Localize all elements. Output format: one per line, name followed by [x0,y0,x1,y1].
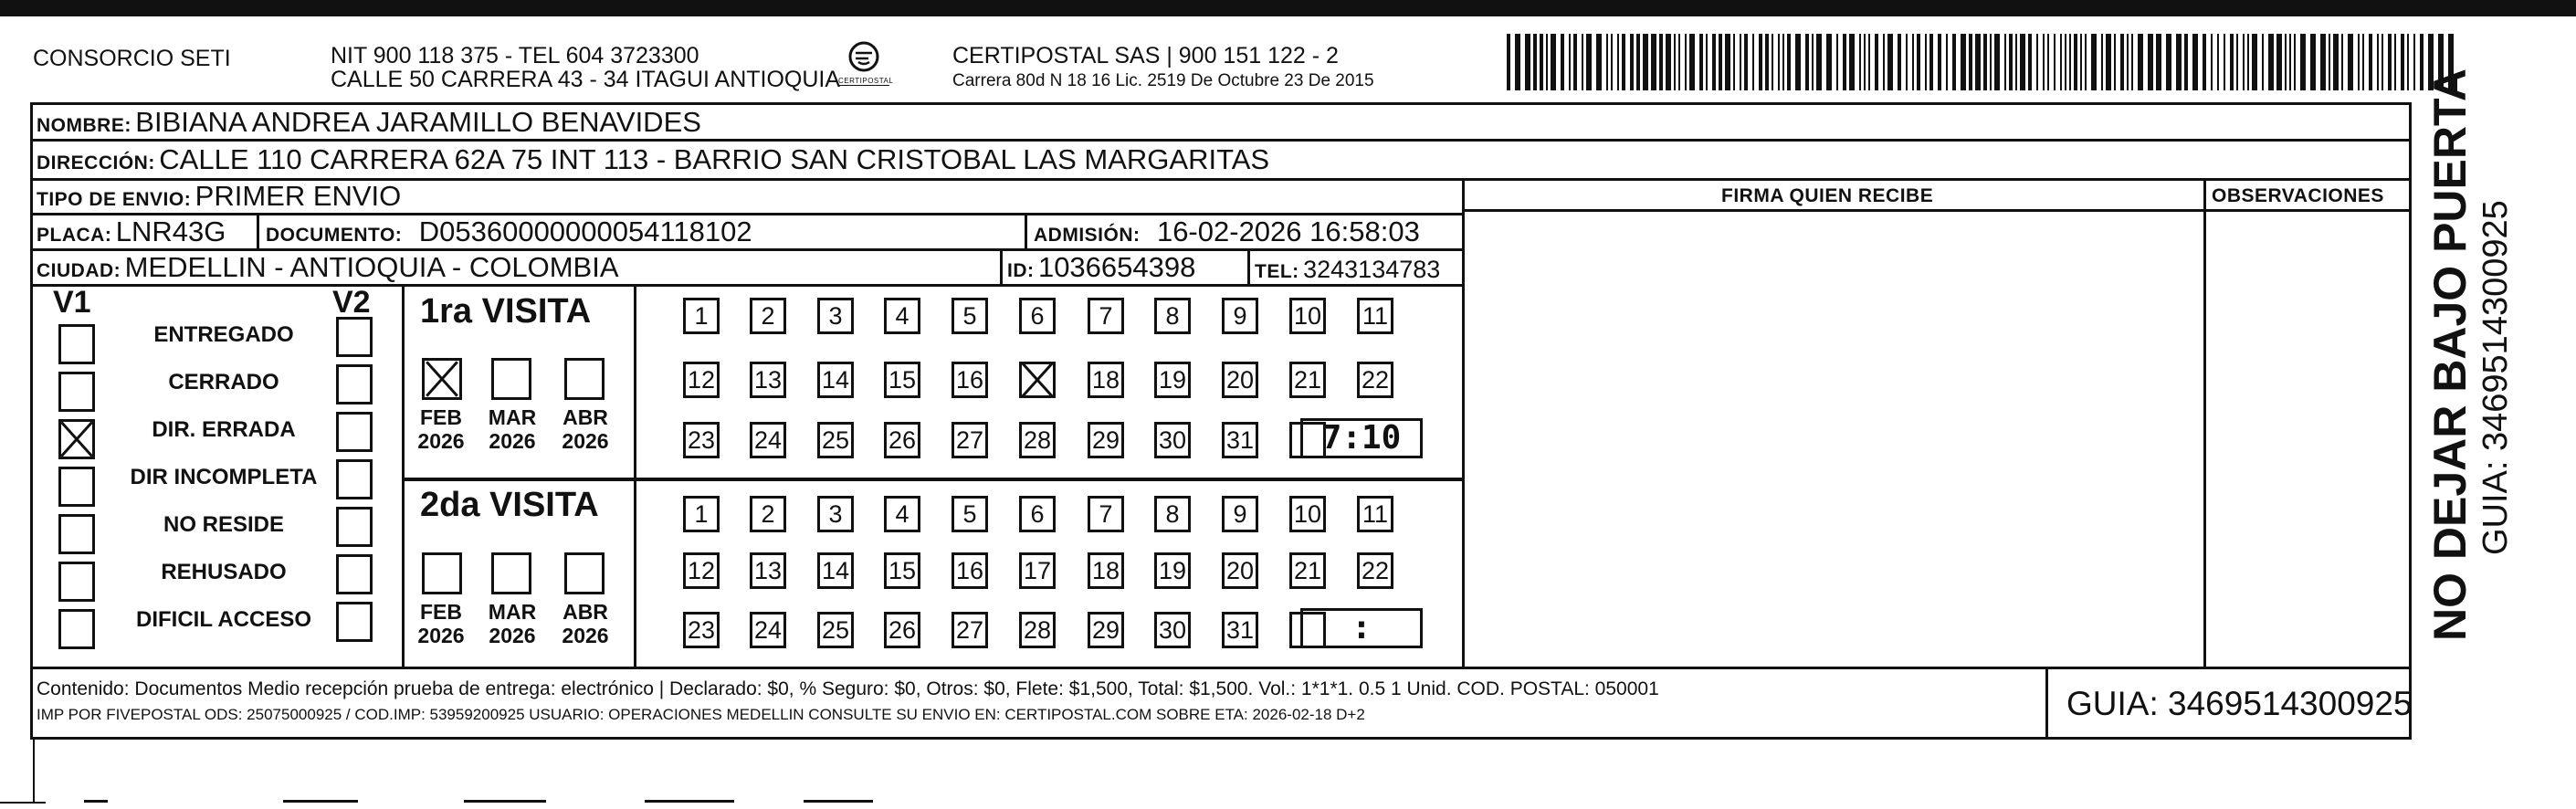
visit2-day[interactable]: 5 [952,496,988,532]
barcode-bar [1864,34,1866,90]
barcode-bar [1659,34,1663,90]
visit2-day[interactable]: 16 [952,552,988,589]
barcode-bar [1772,34,1773,90]
barcode-bar [2236,34,2238,90]
barcode-bar [1887,34,1893,90]
placa-label: PLACA: [37,225,112,246]
v2-label: V2 [332,285,371,320]
barcode-bar [1812,34,1814,90]
status-label: DIFICIL ACCESO [135,607,311,632]
placa-field [37,216,226,253]
license-line: Carrera 80d N 18 16 Lic. 2519 De Octubre 23 De 2015 [952,71,1374,90]
ciudad-label: CIUDAD: [37,260,121,281]
visit1-day[interactable]: 7 [1088,298,1124,334]
barcode-bar [1961,34,1966,90]
barcode-bar [1622,34,1625,90]
visit1-month-label: MAR [488,405,537,429]
barcode-bar [1515,34,1520,90]
visit2-day[interactable]: 7 [1088,496,1124,532]
barcode-bar [2106,34,2111,90]
visit1-day[interactable]: 20 [1222,362,1258,398]
barcode-bar [1925,34,1927,90]
barcode-bar [1725,34,1730,90]
visit2-month-label: FEB [420,600,462,624]
visit1-day[interactable]: 10 [1289,298,1326,334]
visit2-day[interactable]: 24 [750,612,786,648]
visit2-month-checkbox[interactable] [491,552,531,594]
barcode-bar [2004,34,2006,90]
col-divider [1025,213,1027,248]
visit2-day[interactable]: 6 [1019,496,1056,532]
barcode-bar [1573,34,1577,90]
visit2-day[interactable]: 8 [1154,496,1191,532]
barcode-bar [1782,34,1784,90]
visit1-day[interactable]: 19 [1154,362,1191,398]
visit1-month-year: 2026 [489,429,536,453]
barcode-bar [2276,34,2282,90]
barcode-bar [2211,34,2213,90]
visit1-month-year: 2026 [417,429,465,453]
barcode-bar [2036,34,2038,90]
visit2-day[interactable]: 30 [1154,612,1191,648]
visit2-day[interactable]: 1 [683,496,720,532]
barcode-bar [2262,34,2264,90]
v2-checkbox[interactable] [336,459,373,499]
visit1-month-checkbox[interactable] [422,358,462,400]
barcode-bar [1849,34,1855,90]
barcode-bar [2348,34,2353,90]
barcode-bar [2294,34,2296,90]
visit1-day[interactable]: 5 [952,298,988,334]
barcode-bar [2028,34,2032,90]
barcode-bar [1826,34,1832,90]
visit2-day[interactable]: 17 [1019,552,1056,589]
tel-value: 3243134783 [1303,256,1441,283]
visit1-day[interactable]: 8 [1154,298,1191,334]
barcode-bar [1651,34,1656,90]
tipo-value: PRIMER ENVIO [195,180,402,212]
v1-checkbox[interactable] [58,562,95,602]
barcode-bar [1859,34,1861,90]
barcode-bar [2217,34,2219,90]
edge-mark [283,800,358,803]
row-divider [1462,209,2412,212]
nombre-value: BIBIANA ANDREA JARAMILLO BENAVIDES [135,106,701,138]
visit1-day[interactable]: 18 [1088,362,1124,398]
direccion-label: DIRECCIÓN: [37,152,155,173]
barcode-bar [1795,34,1801,90]
visit2-day[interactable]: 27 [952,612,988,648]
barcode-bar [2320,34,2326,90]
barcode-bar [2114,34,2116,90]
v1-checkbox[interactable] [58,467,95,507]
barcode-bar [1983,34,1987,90]
barcode-bar [1719,34,1722,90]
nit-line: NIT 900 118 375 - TEL 604 3723300 [331,43,699,68]
barcode-bar [2203,34,2206,90]
barcode-bar [2054,34,2056,90]
tipo-label: TIPO DE ENVIO: [37,189,192,210]
visit1-day[interactable]: 11 [1357,298,1393,334]
barcode-bar [2166,34,2171,90]
visit2-day[interactable]: 26 [884,612,920,648]
v2-checkbox[interactable] [336,364,373,404]
visit2-day[interactable]: 23 [683,612,720,648]
barcode-bar [2377,34,2379,90]
visit2-day[interactable]: 2 [750,496,786,532]
v2-checkbox[interactable] [336,602,373,642]
nombre-field [37,107,701,143]
barcode-bar [1836,34,1838,90]
barcode-bar [1740,34,1741,90]
barcode-bar [1674,34,1676,90]
barcode-bar [2020,34,2025,90]
visit2-day[interactable]: 28 [1019,612,1056,648]
barcode-bar [1617,34,1619,90]
barcode-bar [2333,34,2339,90]
row-divider [402,478,1462,481]
visit1-day[interactable]: 3 [817,298,854,334]
direccion-field [37,144,1269,181]
visit1-day[interactable]: 9 [1222,298,1258,334]
barcode-bar [1561,34,1564,90]
col-divider [1247,248,1250,284]
barcode-bar [1733,34,1735,90]
edge-mark [464,800,546,803]
barcode-bar [1816,34,1822,90]
v2-checkbox[interactable] [336,554,373,594]
edge-mark [33,740,35,804]
visit1-month-checkbox[interactable] [491,358,531,400]
col-divider [1462,178,1465,667]
barcode-bar [1843,34,1846,90]
visit1-day[interactable]: 1 [683,298,720,334]
barcode-bar [1606,34,1608,90]
barcode-bar [2085,34,2087,90]
id-label: ID: [1007,260,1035,281]
visit2-day[interactable]: 15 [884,552,920,589]
v2-checkbox[interactable] [336,507,373,547]
barcode-bar [1917,34,1920,90]
firma-label: FIRMA QUIEN RECIBE [1721,185,1934,206]
v1-checkbox[interactable] [58,324,95,364]
barcode-bar [1759,34,1762,90]
guia-box-text: GUIA: 3469514300925 [2066,685,2413,722]
barcode-bar [2101,34,2103,90]
barcode-bar [1507,34,1510,90]
barcode-bar [2091,34,2097,90]
visit1-title: 1ra VISITA [420,292,592,331]
certipostal-logo [838,38,894,91]
barcode-bar [1929,34,1933,90]
visit1-day[interactable]: 24 [750,422,786,458]
barcode-bar [2060,34,2062,90]
v1-checkbox[interactable] [58,419,95,459]
visit2-day[interactable]: 4 [884,496,920,532]
barcode-bar [2120,34,2124,90]
visit1-day[interactable]: 16 [952,362,988,398]
visit1-time[interactable]: 7:10 [1300,418,1423,458]
visit1-day[interactable]: 13 [750,362,786,398]
barcode-bar [1787,34,1791,90]
visit2-month-checkbox[interactable] [422,552,462,594]
barcode-bar [2358,34,2360,90]
barcode-bar [2069,34,2071,90]
edge-mark [645,800,734,803]
status-label: REHUSADO [161,560,287,584]
barcode-bar [2388,34,2392,90]
barcode-bar [1765,34,1769,90]
barcode-bar [2074,34,2077,90]
visit1-day[interactable]: 29 [1088,422,1124,458]
visit2-month-year: 2026 [562,624,609,647]
certipostal-line: CERTIPOSTAL SAS | 900 151 122 - 2 [952,43,1339,68]
barcode-bar [1611,34,1613,90]
barcode-bar [2268,34,2274,90]
barcode-bar [1946,34,1948,90]
visit2-day[interactable]: 9 [1222,496,1258,532]
barcode-bar [2252,34,2257,90]
visit1-day[interactable]: 14 [817,362,854,398]
visit2-day[interactable]: 3 [817,496,854,532]
barcode-bar [1906,34,1908,90]
visit2-day[interactable]: 18 [1088,552,1124,589]
barcode-bar [1540,34,1543,90]
barcode-bar [2401,34,2404,90]
barcode-bar [2138,34,2143,90]
top-border [0,0,2576,16]
barcode-bar [2047,34,2049,90]
placa-value: LNR43G [115,215,226,247]
barcode-bar [1546,34,1548,90]
visit1-day[interactable] [1019,362,1056,398]
ciudad-value: MEDELLIN - ANTIOQUIA - COLOMBIA [124,251,619,283]
documento-field [266,216,752,253]
col-divider [1000,248,1003,284]
admision-value: 16-02-2026 16:58:03 [1156,215,1420,247]
visit2-month-label: MAR [488,600,537,624]
barcode-bar [2329,34,2330,90]
visit1-day[interactable]: 22 [1357,362,1393,398]
ciudad-field [37,252,619,289]
visit2-day[interactable]: 12 [683,552,720,589]
barcode-bar [1969,34,1972,90]
status-label: DIR INCOMPLETA [130,465,318,489]
v1-checkbox[interactable] [58,372,95,412]
visit1-day[interactable]: 15 [884,362,920,398]
barcode-bar [2362,34,2364,90]
tel-field [1255,254,1440,289]
barcode-bar [2407,34,2409,90]
visit2-day[interactable]: 31 [1222,612,1258,648]
id-value: 1036654398 [1037,251,1196,283]
visit1-day[interactable]: 2 [750,298,786,334]
barcode-bar [2015,34,2017,90]
observaciones-label: OBSERVACIONES [2212,185,2384,206]
barcode-bar [2080,34,2082,90]
visit2-day[interactable]: 22 [1357,552,1393,589]
visit2-day[interactable]: 11 [1357,496,1393,532]
barcode-bar [2127,34,2129,90]
barcode-bar [2148,34,2153,90]
visit2-day[interactable]: 13 [750,552,786,589]
v1-checkbox[interactable] [58,609,95,649]
barcode-bar [2300,34,2306,90]
barcode-bar [1636,34,1640,90]
visit1-day[interactable]: 21 [1289,362,1326,398]
col-divider [402,284,405,667]
barcode-bar [2192,34,2198,90]
barcode-bar [1596,34,1602,90]
visit1-day[interactable]: 26 [884,422,920,458]
barcode-bar [1586,34,1592,90]
barcode-bar [1551,34,1556,90]
visit1-day[interactable]: 12 [683,362,720,398]
barcode-bar [2243,34,2245,90]
visit1-day[interactable]: 4 [884,298,920,334]
barcode-bar [1744,34,1748,90]
barcode-bar [1952,34,1956,90]
barcode-bar [1712,34,1716,90]
visit1-month-label: FEB [420,405,462,429]
visit1-day[interactable]: 23 [683,422,720,458]
barcode-bar [1938,34,1941,90]
barcode-bar [1875,34,1878,90]
visit1-day[interactable]: 25 [817,422,854,458]
barcode-bar [1666,34,1671,90]
col-divider [257,213,259,248]
barcode-bar [2176,34,2182,90]
admision-label: ADMISIÓN: [1034,225,1141,246]
barcode-bar [1990,34,1992,90]
barcode [1507,34,2456,90]
address-line: CALLE 50 CARRERA 43 - 34 ITAGUI ANTIOQUIA [331,67,841,92]
visit1-day[interactable]: 27 [952,422,988,458]
barcode-bar [2310,34,2316,90]
visit2-title: 2da VISITA [420,486,599,524]
barcode-bar [2285,34,2287,90]
footer-line2: IMP POR FIVEPOSTAL ODS: 25075000925 / COD.IMP: 53959200925 USUARIO: OPERACIONES MEDELLIN CONSULTE SU ENVIO EN: CERTIPOSTAL.COM SOBRE ETA: 2026-02-18 D+2 [37,706,1365,723]
visit1-month-label: ABR [563,405,608,429]
side-guia: GUIA: 3469514300925 [2476,200,2515,555]
visit2-day[interactable]: 21 [1289,552,1326,589]
barcode-bar [2065,34,2066,90]
documento-label: DOCUMENTO: [266,225,403,246]
tel-label: TEL: [1255,261,1299,282]
visit2-day[interactable]: 20 [1222,552,1258,589]
visit2-day[interactable]: 25 [817,612,854,648]
col-divider [2203,178,2206,667]
barcode-bar [1706,34,1708,90]
barcode-bar [2156,34,2161,90]
footer-line1: Contenido: Documentos Medio recepción prueba de entrega: electrónico | Declarado: $0, % Seguro: $0, Otros: $0, Flete: $1,500, Total: $1,500. Vol.: 1*1*1. 0.5 1 Unid. COD. POSTAL: 050001 [37,678,1659,699]
edge-mark [0,802,46,804]
visit1-month-checkbox[interactable] [564,358,605,400]
barcode-bar [2009,34,2013,90]
barcode-bar [1912,34,1914,90]
barcode-bar [1975,34,1981,90]
v2-checkbox[interactable] [336,317,373,357]
visit2-month-label: ABR [563,600,608,624]
barcode-bar [2394,34,2396,90]
barcode-bar [1678,34,1680,90]
barcode-bar [2224,34,2225,90]
documento-value: D05360000000054118102 [418,215,752,247]
edge-mark [84,800,108,803]
status-label: NO RESIDE [163,512,285,537]
barcode-bar [2247,34,2249,90]
barcode-bar [2043,34,2045,90]
visit1-day[interactable]: 6 [1019,298,1056,334]
status-label: DIR. ERRADA [152,417,296,442]
barcode-bar [1868,34,1870,90]
visit2-month-year: 2026 [489,624,536,647]
barcode-bar [1689,34,1695,90]
barcode-bar [1525,34,1530,90]
edge-mark [804,800,873,803]
direccion-value: CALLE 110 CARRERA 62A 75 INT 113 - BARRIO SAN CRISTOBAL LAS MARGARITAS [159,143,1270,175]
visit2-day[interactable]: 29 [1088,612,1124,648]
visit2-day[interactable]: 14 [817,552,854,589]
status-label: ENTREGADO [153,322,294,347]
barcode-bar [1569,34,1571,90]
barcode-bar [1630,34,1634,90]
barcode-bar [1994,34,2000,90]
visit2-month-year: 2026 [417,624,465,647]
visit2-time[interactable]: : [1300,608,1423,648]
admision-field [1034,216,1420,253]
visit1-day[interactable]: 30 [1154,422,1191,458]
v2-checkbox[interactable] [336,412,373,452]
barcode-bar [1883,34,1885,90]
barcode-bar [1582,34,1583,90]
barcode-bar [2131,34,2133,90]
barcode-bar [1699,34,1703,90]
barcode-bar [2369,34,2372,90]
visit1-day[interactable]: 31 [1222,422,1258,458]
company-name: CONSORCIO SETI [33,46,231,71]
barcode-bar [1685,34,1687,90]
visit1-day[interactable]: 28 [1019,422,1056,458]
barcode-bar [2341,34,2343,90]
barcode-bar [1533,34,1537,90]
no-dejar-label: NO DEJAR BAJO PUERTA [2424,68,2476,641]
barcode-bar [1898,34,1901,90]
id-field [1007,252,1195,289]
barcode-bar [1643,34,1648,90]
visit2-day[interactable]: 19 [1154,552,1191,589]
barcode-bar [2184,34,2188,90]
barcode-bar [2381,34,2383,90]
barcode-bar [2413,34,2415,90]
barcode-bar [1805,34,1809,90]
barcode-bar [1752,34,1754,90]
barcode-bar [2289,34,2291,90]
v1-checkbox[interactable] [58,514,95,554]
col-divider [634,284,636,667]
barcode-bar [1778,34,1780,90]
visit1-month-year: 2026 [562,429,609,453]
v1-label: V1 [53,285,91,320]
visit2-month-checkbox[interactable] [564,552,605,594]
logo-text: CERTIPOSTAL [838,77,894,85]
nombre-label: NOMBRE: [37,115,131,136]
status-label: CERRADO [168,370,279,394]
tipo-field [37,181,401,217]
visit2-day[interactable]: 10 [1289,496,1326,532]
barcode-bar [2230,34,2234,90]
